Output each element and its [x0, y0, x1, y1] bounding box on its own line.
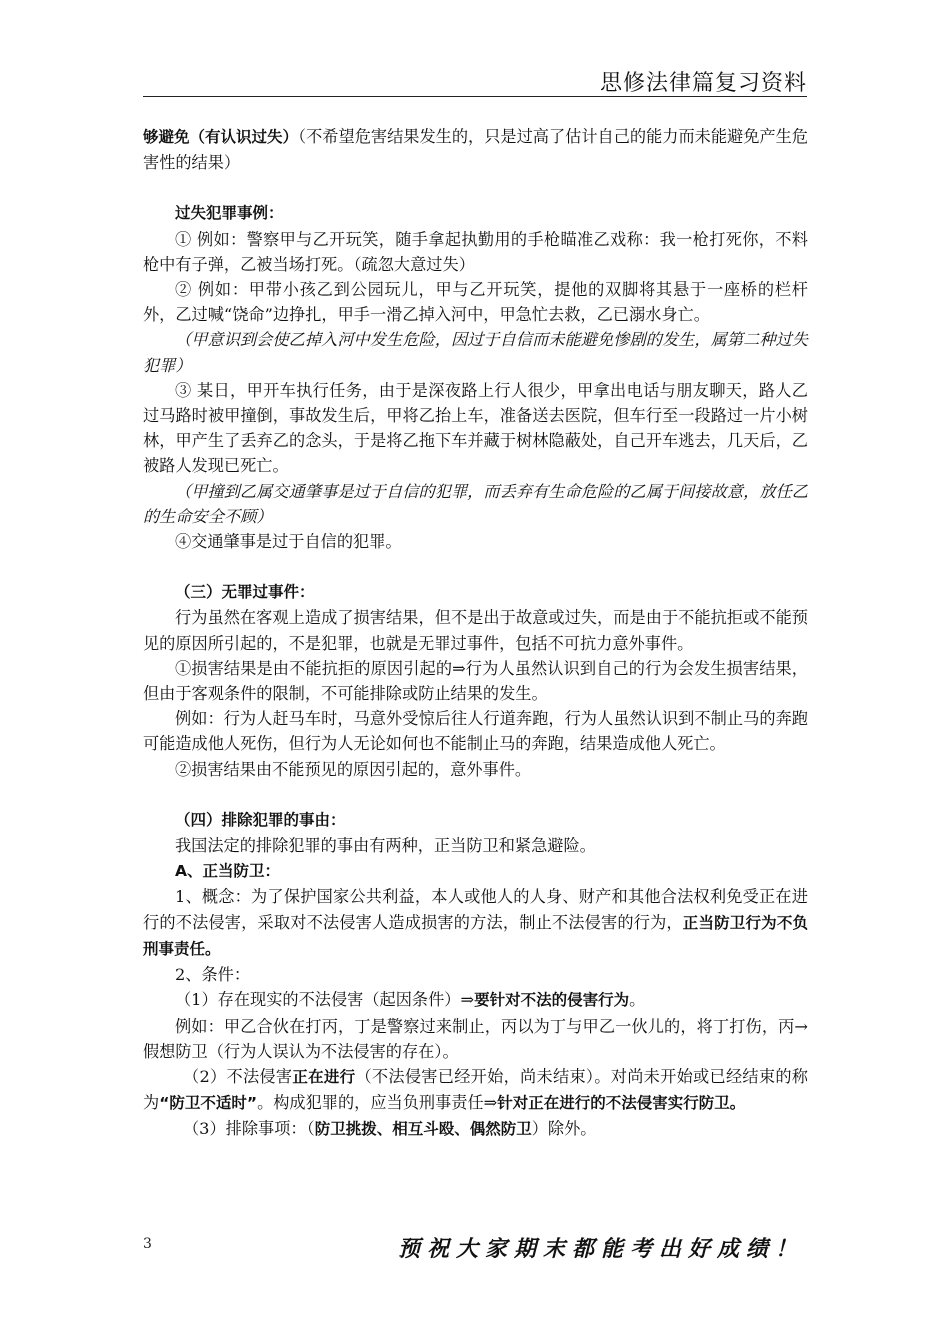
innocent-paragraph-2: ①损害结果是由不能抗拒的原因引起的⇒行为人虽然认识到自己的行为会发生损害结果，但由于客观条件的限制，不可能排除或防止结果的发生。 [143, 658, 808, 704]
example-3-note: （甲撞到乙属交通肇事是过于自信的犯罪，而丢弃有生命危险的乙属于间接故意，放任乙的生命安全不顾） [143, 481, 808, 526]
condition-1-example: 例如：甲乙合伙在打丙，丁是警察过来制止，丙以为丁与甲乙一伙儿的，将丁打伤，丙→假想防卫（行为人误认为不法侵害的存在）。 [143, 1016, 808, 1061]
self-defense-conditions: 2、条件： [175, 965, 251, 985]
condition-3: （3）排除事项：（防卫挑拨、相互斗殴、偶然防卫）除外。 [183, 1119, 597, 1139]
self-defense-concept: 1、概念：为了保护国家公共利益，本人或他人的人身、财产和其他合法权利免受正在进行的不法侵害，采取对不法侵害人造成损害的方法，制止不法侵害的行为，正当防卫行为不负刑事责任。 [143, 887, 808, 958]
heading-self-defense: A、正当防卫： [175, 862, 280, 881]
heading-innocent-events: （三）无罪过事件： [175, 583, 315, 602]
innocent-paragraph-3: 例如：行为人赶马车时，马意外受惊后往人行道奔跑，行为人虽然认识到不制止马的奔跑可能造成他人死伤，但行为人无论如何也不能制止马的奔跑，结果造成他人死亡。 [143, 709, 808, 754]
condition-1: （1）存在现实的不法侵害（起因条件）⇒要针对不法的侵害行为。 [175, 990, 646, 1010]
example-3: ③ 某日，甲开车执行任务，由于是深夜路上行人很少，甲拿出电话与朋友聊天，路人乙过马路时被甲撞倒，事故发生后，甲将乙抬上车，准备送去医院，但车行至一段路过一片小树林，甲产生了丢弃乙的念头，于是将乙拖下车并藏于树林隐蔽处，自己开车逃去，几天后，乙被路人发现已死亡。 [143, 380, 808, 476]
header-divider [143, 96, 807, 97]
footer-slogan: 预祝大家期末都能考出好成绩！ [397, 1236, 804, 1262]
example-4: ④交通肇事是过于自信的犯罪。 [175, 532, 402, 552]
document-body [143, 124, 808, 1143]
heading-negligence-examples: 过失犯罪事例： [175, 204, 284, 223]
innocent-paragraph-4: ②损害结果由不能预见的原因引起的，意外事件。 [175, 759, 532, 779]
example-1: ① 例如：警察甲与乙开玩笑，随手拿起执勤用的手枪瞄准乙戏称：我一枪打死你，不料枪中有子弹，乙被当场打死。（疏忽大意过失） [143, 229, 808, 274]
page-number: 3 [143, 1236, 152, 1252]
exclusion-paragraph: 我国法定的排除犯罪的事由有两种，正当防卫和紧急避险。 [175, 836, 596, 856]
paragraph-conscious-negligence: 够避免（有认识过失）（不希望危害结果发生的，只是过高了估计自己的能力而未能避免产生危害性的结果） [143, 127, 808, 173]
example-2-note: （甲意识到会使乙掉入河中发生危险，因过于自信而未能避免惨剧的发生，属第二种过失犯罪） [143, 330, 808, 375]
conscious-negligence-term: 够避免（有认识过失） [143, 128, 299, 146]
heading-crime-exclusion: （四）排除犯罪的事由： [175, 810, 346, 829]
innocent-paragraph-1: 行为虽然在客观上造成了损害结果，但不是出于故意或过失，而是由于不能抗拒或不能预见的原因所引起的，不是犯罪，也就是无罪过事件，包括不可抗力意外事件。 [143, 608, 808, 653]
example-2: ② 例如：甲带小孩乙到公园玩儿，甲与乙开玩笑，提他的双脚将其悬于一座桥的栏杆外，乙过喊“饶命”边挣扎，甲手一滑乙掉入河中，甲急忙去救，乙已溺水身亡。 [143, 280, 808, 325]
page-header-title: 思修法律篇复习资料 [599, 71, 807, 96]
condition-2: （2）不法侵害正在进行（不法侵害已经开始，尚未结束）。对尚未开始或已经结束的称为“防卫不适时”。构成犯罪的，应当负刑事责任⇒针对正在进行的不法侵害实行防卫。 [143, 1066, 808, 1113]
